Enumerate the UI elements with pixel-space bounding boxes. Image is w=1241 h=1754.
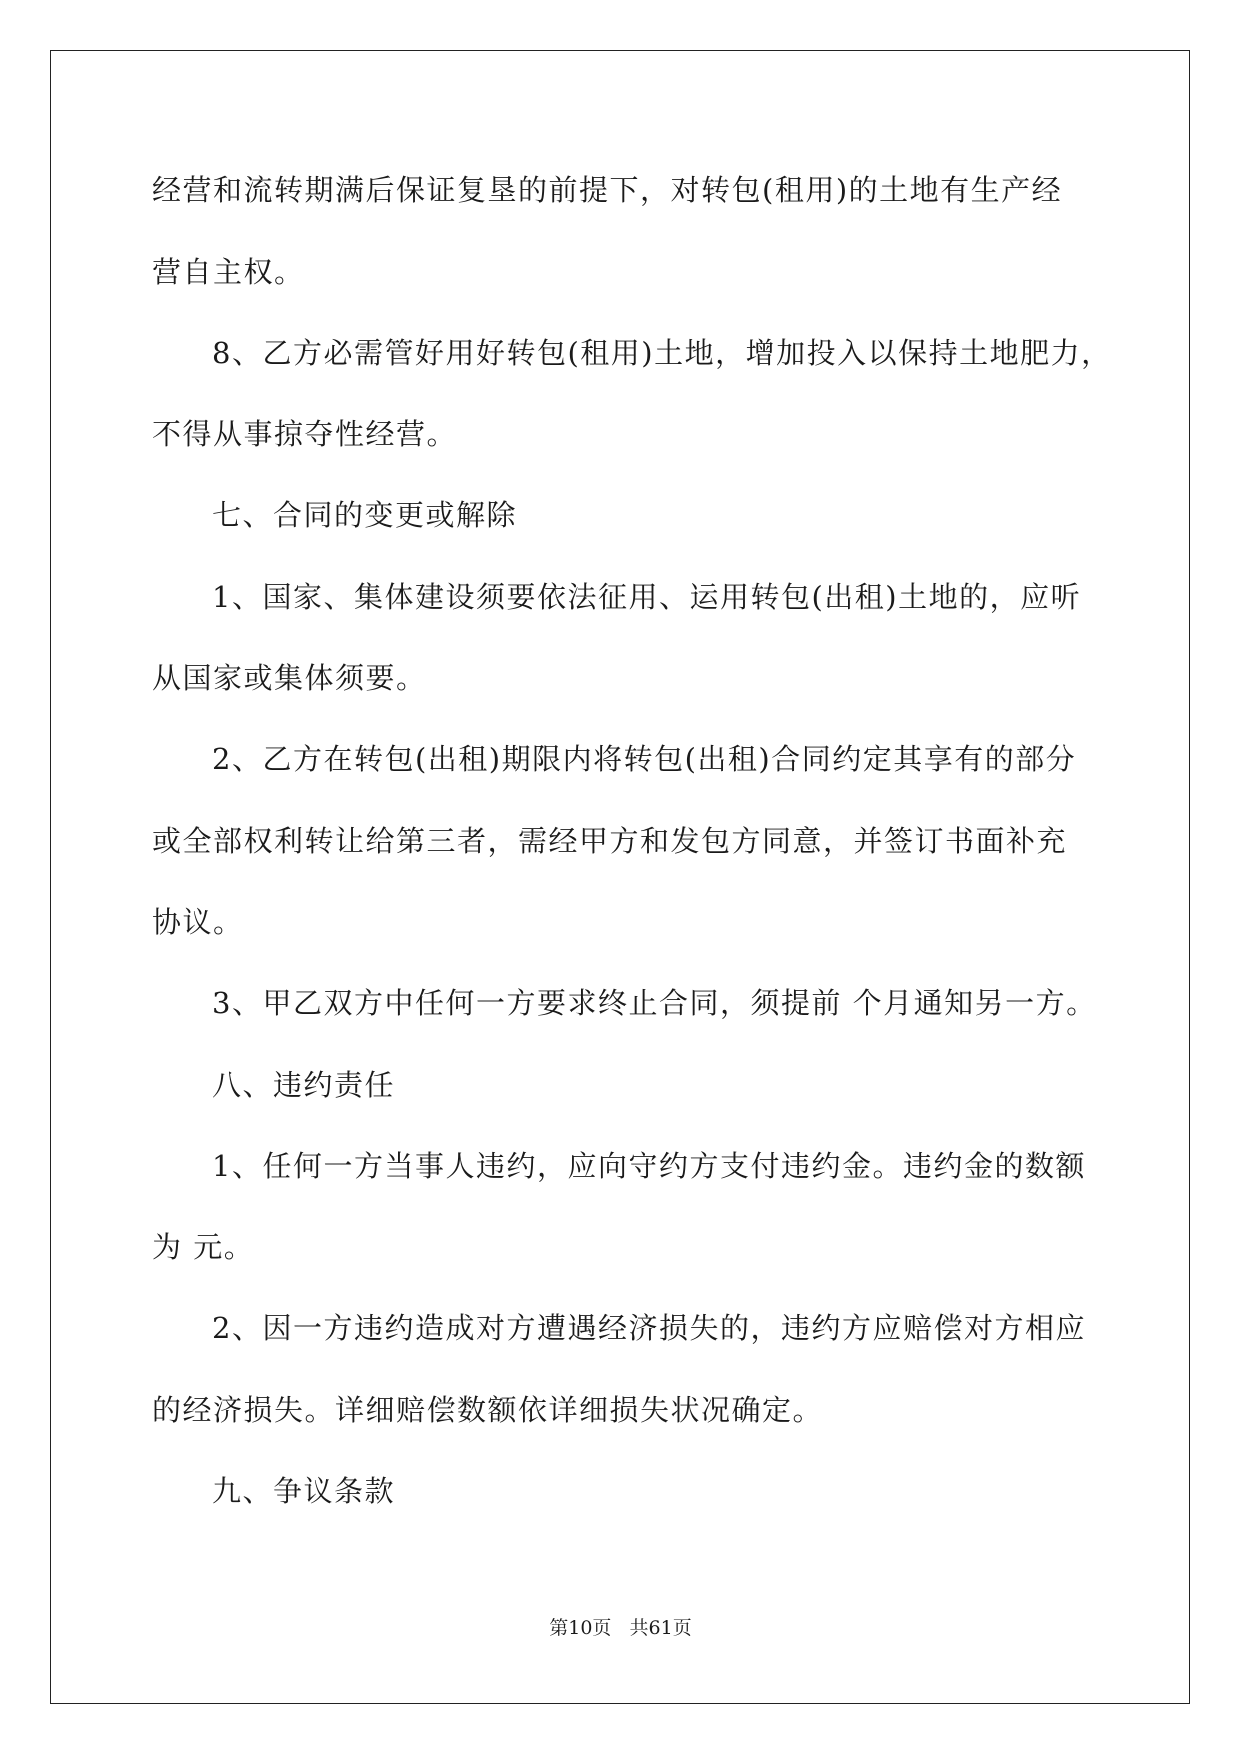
text-line: 1、任何一方当事人违约，应向守约方支付违约金。违约金的数额 bbox=[212, 1149, 1086, 1183]
text-line: 的经济损失。详细赔偿数额依详细损失状况确定。 bbox=[152, 1393, 824, 1427]
page-border bbox=[50, 50, 1190, 1704]
section-heading: 七、合同的变更或解除 bbox=[212, 498, 518, 532]
text-line: 从国家或集体须要。 bbox=[152, 661, 427, 695]
text-line: 2、乙方在转包(出租)期限内将转包(出租)合同约定其享有的部分 bbox=[212, 742, 1077, 776]
text-line: 不得从事掠夺性经营。 bbox=[152, 417, 458, 451]
section-heading: 八、违约责任 bbox=[212, 1068, 396, 1102]
text-line: 为 元。 bbox=[152, 1230, 255, 1264]
text-line: 1、国家、集体建设须要依法征用、运用转包(出租)土地的，应听 bbox=[212, 580, 1082, 614]
text-line: 营自主权。 bbox=[152, 255, 305, 289]
text-line: 经营和流转期满后保证复垦的前提下，对转包(租用)的土地有生产经 bbox=[152, 173, 1063, 207]
text-line: 协议。 bbox=[152, 905, 244, 939]
text-line: 3、甲乙双方中任何一方要求终止合同，须提前 个月通知另一方。 bbox=[212, 986, 1097, 1020]
page-number: 第10页 共61页 bbox=[549, 1617, 692, 1639]
section-heading: 九、争议条款 bbox=[212, 1474, 396, 1508]
text-line: 8、乙方必需管好用好转包(租用)土地，增加投入以保持土地肥力， bbox=[212, 336, 1112, 370]
text-line: 2、因一方违约造成对方遭遇经济损失的，违约方应赔偿对方相应 bbox=[212, 1311, 1086, 1345]
text-line: 或全部权利转让给第三者，需经甲方和发包方同意，并签订书面补充 bbox=[152, 824, 1068, 858]
